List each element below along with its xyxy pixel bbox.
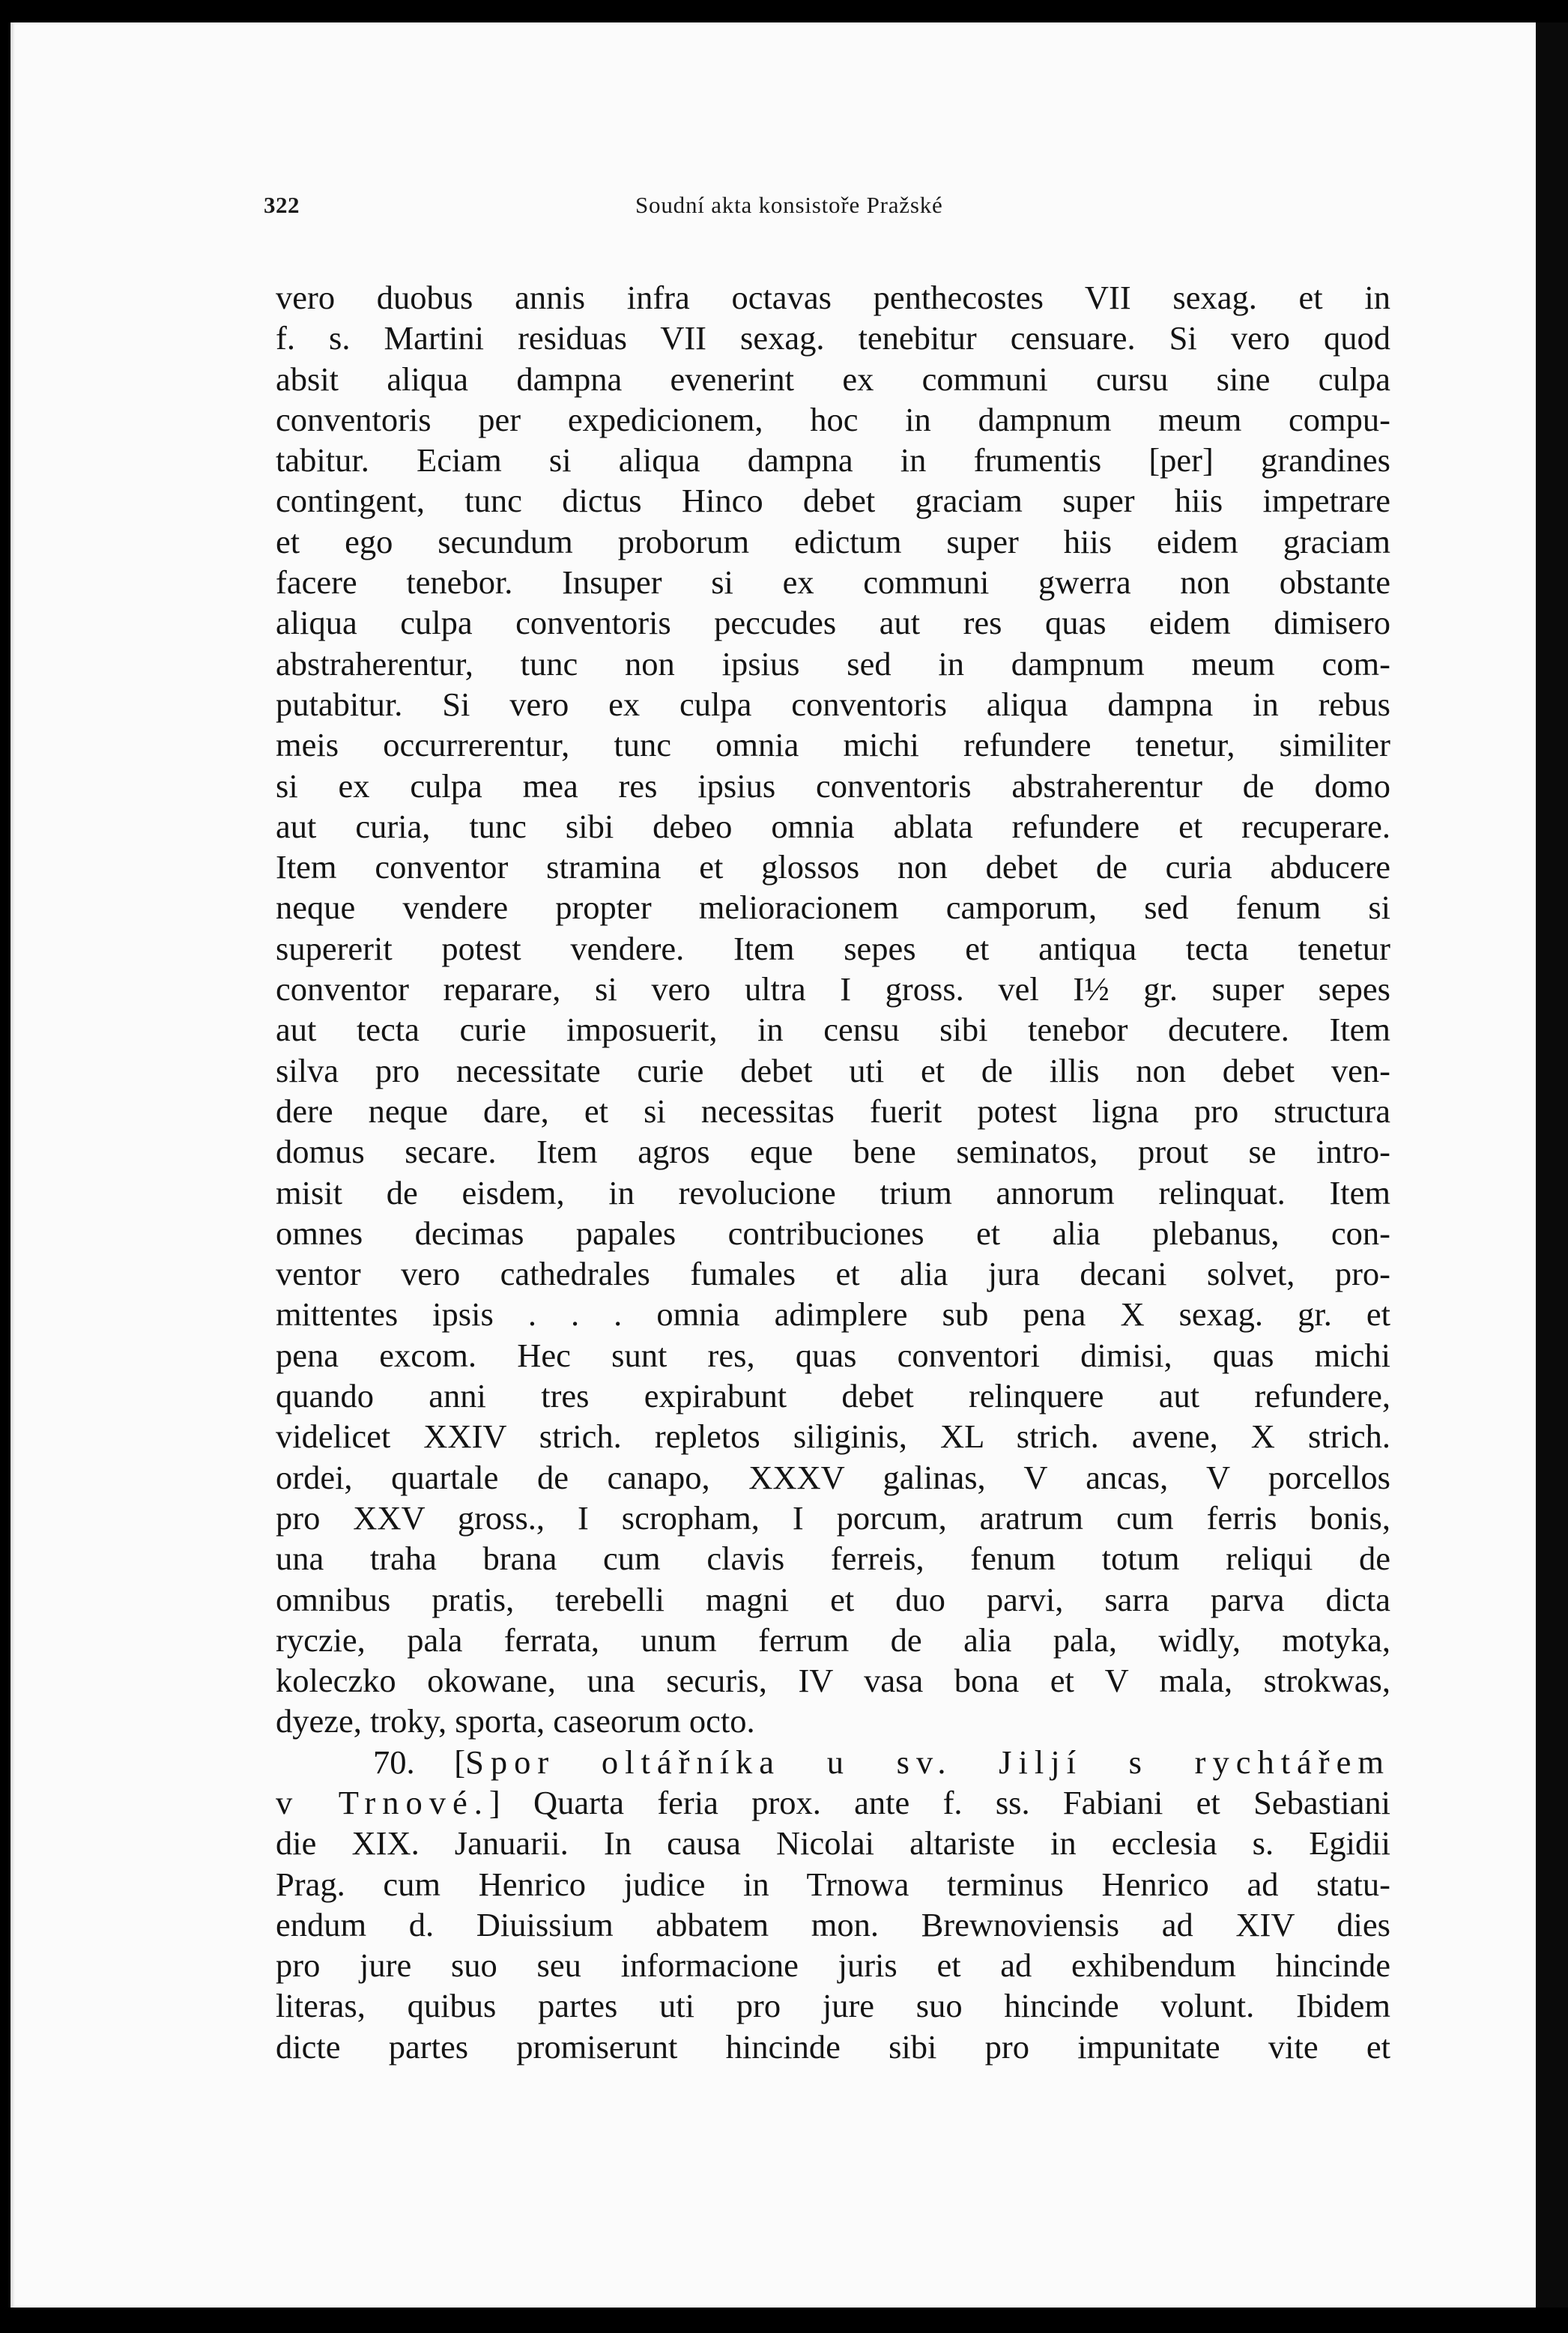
text-line: literas, quibus partes uti pro jure suo hincinde volunt. Ibidem — [276, 1987, 1390, 2025]
text-line: die XIX. Januarii. In causa Nicolai altariste in ecclesia s. Egidii — [276, 1824, 1390, 1863]
text-line: dicte partes promiserunt hincinde sibi pro impunitate vite et — [276, 2027, 1390, 2066]
text-line: et ego secundum proborum edictum super hiis eidem graciam — [276, 522, 1390, 560]
text-line: quando anni tres expirabunt debet relinquere aut refundere, — [276, 1377, 1390, 1415]
text-line: Item conventor stramina et glossos non debet de curia abducere — [276, 848, 1390, 886]
text-line: pena excom. Hec sunt res, quas conventori dimisi, quas michi — [276, 1336, 1390, 1374]
text-line: aut tecta curie imposuerit, in censu sibi tenebor decutere. Item — [276, 1011, 1390, 1049]
text-line: pro jure suo seu informacione juris et ad exhibendum hincinde — [276, 1946, 1390, 1985]
body-text — [276, 277, 1390, 2067]
text-line: abstraherentur, tunc non ipsius sed in dampnum meum com- — [276, 644, 1390, 683]
section-title-continued: v Trnové. — [276, 1783, 489, 1821]
text-line: ryczie, pala ferrata, unum ferrum de alia pala, widly, motyka, — [276, 1621, 1390, 1659]
text-line: Prag. cum Henrico judice in Trnowa terminus Henrico ad statu- — [276, 1865, 1390, 1903]
text-line: videlicet XXIV strich. repletos siliginis, XL strich. avene, X strich. — [276, 1417, 1390, 1456]
page-number: 322 — [264, 192, 300, 218]
text-line: mittentes ipsis . . . omnia adimplere sub pena X sexag. gr. et — [276, 1295, 1390, 1334]
text-line: endum d. Diuissium abbatem mon. Brewnoviensis ad XIV dies — [276, 1905, 1390, 1943]
text-line: dyeze, troky, sporta, caseorum octo. — [276, 1702, 755, 1740]
scan-edge-shadow — [1536, 22, 1568, 2308]
text-line: si ex culpa mea res ipsius conventoris abstraherentur de domo — [276, 766, 1390, 805]
text-line: neque vendere propter melioracionem camporum, sed fenum si — [276, 889, 1390, 927]
text-line — [276, 1782, 1390, 1823]
text-line: conventor reparare, si vero ultra I gross. vel I½ gr. super sepes — [276, 970, 1390, 1008]
page-header — [264, 192, 1058, 237]
text-line: misit de eisdem, in revolucione trium annorum relinquat. Item — [276, 1173, 1390, 1211]
text-line: facere tenebor. Insuper si ex communi gwerra non obstante — [276, 563, 1390, 602]
text-line: supererit potest vendere. Item sepes et antiqua tecta tenetur — [276, 929, 1390, 967]
text-line: meis occurrerentur, tunc omnia michi refundere tenetur, similiter — [276, 726, 1390, 764]
text-line: pro XXV gross., I scropham, I porcum, aratrum cum ferris bonis, — [276, 1498, 1390, 1537]
text-line: una traha brana cum clavis ferreis, fenum totum reliqui de — [276, 1540, 1390, 1578]
text-line: omnibus pratis, terebelli magni et duo parvi, sarra parva dicta — [276, 1580, 1390, 1618]
text-line: tabitur. Eciam si aliqua dampna in frumentis [per] grandines — [276, 441, 1390, 479]
text-line: absit aliqua dampna evenerint ex communi cursu sine culpa — [276, 360, 1390, 398]
text-line: dere neque dare, et si necessitas fuerit potest ligna pro structura — [276, 1092, 1390, 1130]
section-title: Spor oltářníka u sv. Jiljí s rychtářem — [465, 1743, 1390, 1781]
text-line: aut curia, tunc sibi debeo omnia ablata refundere et recuperare. — [276, 807, 1390, 845]
text-line: conventoris per expedicionem, hoc in dampnum meum compu- — [276, 400, 1390, 438]
text-line: ordei, quartale de canapo, XXXV galinas, V ancas, V porcellos — [276, 1458, 1390, 1496]
text-line: contingent, tunc dictus Hinco debet graciam super hiis impetrare — [276, 482, 1390, 520]
text-line: ventor vero cathedrales fumales et alia jura decani solvet, pro- — [276, 1255, 1390, 1293]
section-date: ] Quarta feria prox. ante f. ss. Fabiani et Sebastiani — [488, 1783, 1390, 1821]
text-line: silva pro necessitate curie debet uti et de illis non debet ven- — [276, 1051, 1390, 1089]
text-line: koleczko okowane, una securis, IV vasa bona et V mala, strokwas, — [276, 1662, 1390, 1700]
text-line: omnes decimas papales contribuciones et alia plebanus, con- — [276, 1214, 1390, 1252]
text-line: domus secare. Item agros eque bene seminatos, prout se intro- — [276, 1133, 1390, 1171]
text-line: putabitur. Si vero ex culpa conventoris aliqua dampna in rebus — [276, 685, 1390, 723]
running-title: Soudní akta konsistoře Pražské — [635, 192, 943, 218]
section-number: 70. [ — [373, 1743, 466, 1781]
text-line: aliqua culpa conventoris peccudes aut res quas eidem dimisero — [276, 604, 1390, 642]
text-line: f. s. Martini residuas VII sexag. tenebitur censuare. Si vero quod — [276, 319, 1390, 357]
text-line: vero duobus annis infra octavas penthecostes VII sexag. et in — [276, 279, 1390, 316]
section-heading-line — [276, 1742, 1390, 1782]
